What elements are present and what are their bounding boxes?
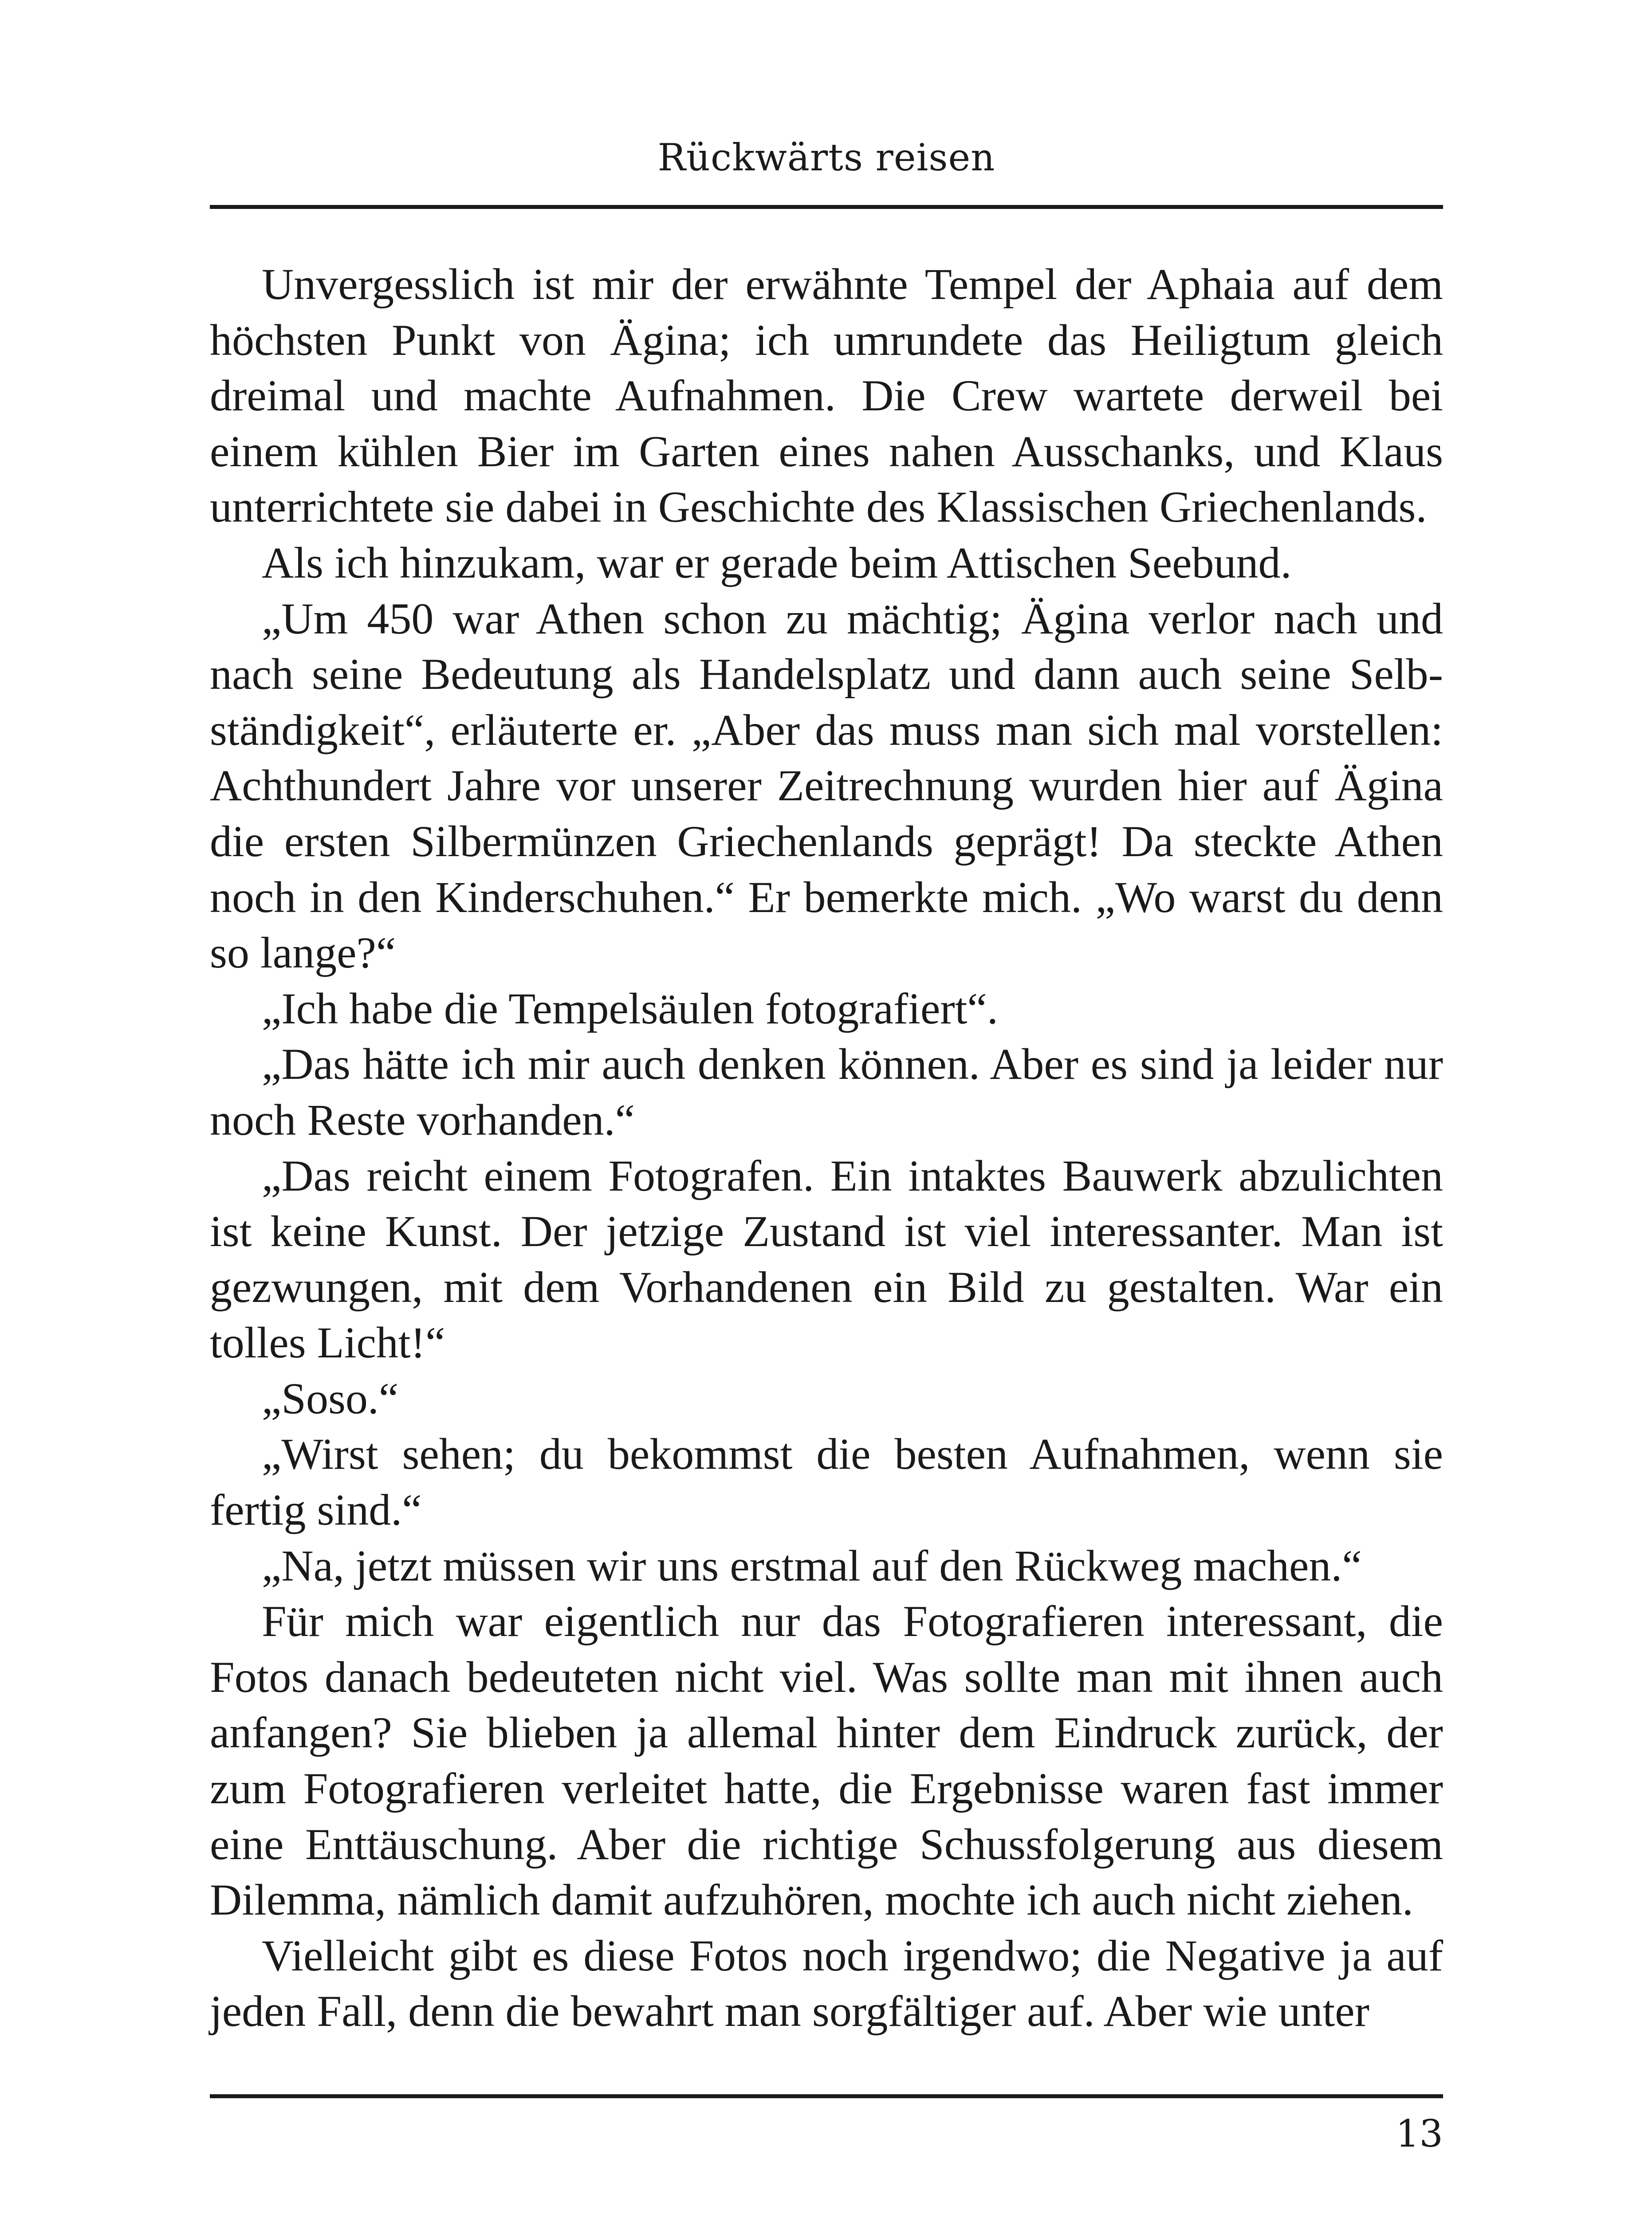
- running-head-title: Rückwärts reisen: [657, 136, 995, 179]
- paragraph: „Das reicht einem Fotografen. Ein intaktes Bauwerk abzulichten ist keine Kunst. Der jetzige Zustand ist viel interessanter. Man ist gezwungen, mit dem Vorhandenen ein Bild zu gestalten. War ein tolles Licht!“: [210, 1151, 1443, 1368]
- paragraph: „Das hätte ich mir auch denken können. Aber es sind ja leider nur noch Reste vorhanden.“: [210, 1039, 1443, 1144]
- paragraph: Vielleicht gibt es diese Fotos noch irgendwo; die Negative ja auf jeden Fall, denn die bewahrt man sorgfältiger auf. Aber wie unter: [210, 1931, 1443, 2036]
- paragraph: „Soso.“: [262, 1373, 399, 1423]
- header-rule: [210, 205, 1443, 209]
- paragraph: „Na, jetzt müssen wir uns erstmal auf den Rückweg machen.“: [262, 1541, 1362, 1590]
- paragraph: „Wirst sehen; du bekommst die besten Aufnahmen, wenn sie fertig sind.“: [210, 1429, 1443, 1535]
- footer-rule: [210, 2094, 1443, 2098]
- paragraph: „Ich habe die Tempelsäulen fotografiert“.: [262, 983, 998, 1033]
- paragraph: Unvergesslich ist mir der erwähnte Tempel der Aphaia auf dem höchsten Punkt von Ägina; ich umrundete das Heiligtum gleich dreimal und machte Aufnahmen. Die Crew wartete derweil bei einem kühlen Bier im Garten eines nahen Ausschanks, und Klaus unterrichtete sie dabei in Geschichte des Klassischen Griechenlands.: [210, 260, 1443, 532]
- paragraph: „Um 450 war Athen schon zu mächtig; Ägina verlor nach und nach seine Bedeutung als Handelsplatz und dann auch seine Selbständigkeit“, erläuterte er. „Aber das muss man sich mal vorstellen: Achthundert Jahre vor unserer Zeitrechnung wurden hier auf Ägina die ersten Silbermünzen Griechenlands geprägt! Da steckte Athen noch in den Kinderschuhen.“ Er bemerkte mich. „Wo warst du denn so lange?“: [210, 594, 1443, 978]
- paragraph: Für mich war eigentlich nur das Fotografieren interessant, die Fotos danach bedeuteten nicht viel. Was sollte man mit ihnen auch anfangen? Sie blieben ja allemal hinter dem Eindruck zurück, der zum Fotografieren verleitet hatte, die Ergebnisse waren fast immer eine Enttäuschung. Aber die richtige Schussfolgerung aus diesem Dilemma, nämlich damit aufzuhören, mochte ich auch nicht ziehen.: [210, 1597, 1443, 1925]
- body-text: [210, 256, 1443, 2039]
- paragraph: Als ich hinzukam, war er gerade beim Attischen Seebund.: [262, 538, 1292, 587]
- page-number: 13: [1396, 2112, 1443, 2155]
